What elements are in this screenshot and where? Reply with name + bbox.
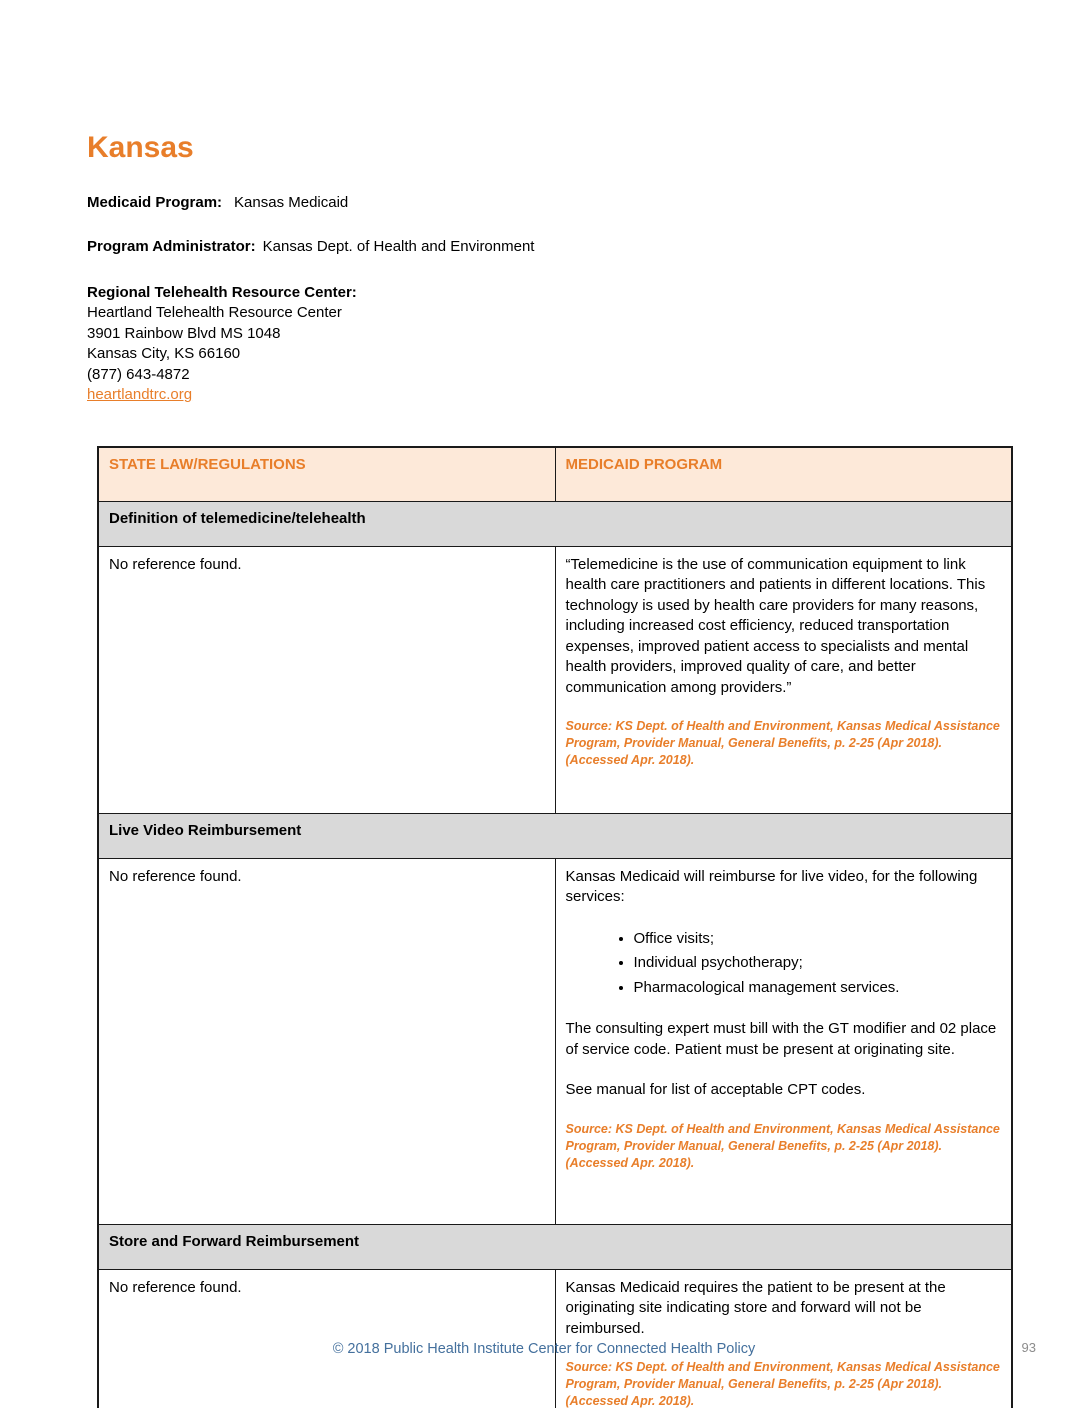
rtrc-name: Heartland Telehealth Resource Center — [87, 304, 342, 321]
list-item: • Office visits; — [634, 929, 1002, 950]
store-forward-medicaid-text: Kansas Medicaid requires the patient to be present at the originating site indicating store and forward will not be reimbursed. — [565, 1278, 946, 1337]
page-number: 93 — [1021, 1340, 1036, 1355]
store-forward-state-law-cell — [98, 1269, 555, 1408]
section-row-definition — [98, 501, 1012, 546]
definition-state-law-cell — [98, 546, 555, 813]
live-video-services-list — [566, 929, 1002, 999]
definition-medicaid-cell — [555, 546, 1012, 813]
live-video-manual-text: See manual for list of acceptable CPT codes. — [565, 1081, 866, 1098]
table-header-row — [98, 447, 1012, 502]
rtrc-phone: (877) 643-4872 — [87, 365, 190, 383]
list-item: • Individual psychotherapy; — [634, 953, 1002, 974]
section-row-store-forward — [98, 1224, 1012, 1269]
live-video-state-law-text: No reference found. — [109, 867, 242, 885]
column-header-medicaid-program: MEDICAID PROGRAM — [555, 447, 1012, 502]
medicaid-program-line — [87, 194, 1013, 213]
live-video-state-law-cell — [98, 858, 555, 1224]
column-header-state-law: STATE LAW/REGULATIONS — [98, 447, 555, 502]
section-row-live-video — [98, 813, 1012, 858]
list-item: • Pharmacological management services. — [634, 978, 1002, 999]
medicaid-program-value: Kansas Medicaid — [234, 194, 349, 211]
medicaid-program-label: Medicaid Program: — [87, 194, 223, 211]
live-video-medicaid-cell — [555, 858, 1012, 1224]
content-row-live-video — [98, 858, 1012, 1224]
store-forward-source-citation: Source: KS Dept. of Health and Environment, Kansas Medical Assistance Program, Provider Manual, General Benefits, p. 2-25 (Apr 2018). (Accessed Apr. 2018). — [565, 1360, 1000, 1408]
program-administrator-line — [87, 238, 1013, 257]
policy-table — [97, 446, 1013, 1408]
definition-medicaid-text: “Telemedicine is the use of communication equipment to link health care practitioners and patients in different locations. This technology is used by health care providers for many reasons, including increased cost efficiency, reduced transportation expenses, improved patient access to specialists and mental health providers, improved quality of care, and better communication among providers.” — [565, 555, 986, 696]
rtrc-address-line1: 3901 Rainbow Blvd MS 1048 — [87, 324, 281, 342]
section-title-store-forward: Store and Forward Reimbursement — [98, 1224, 1012, 1269]
store-forward-medicaid-cell — [555, 1269, 1012, 1408]
live-video-source-citation: Source: KS Dept. of Health and Environment, Kansas Medical Assistance Program, Provider Manual, General Benefits, p. 2-25 (Apr 2018). (Accessed Apr. 2018). — [565, 1121, 1000, 1170]
section-title-definition: Definition of telemedicine/telehealth — [98, 501, 1012, 546]
definition-state-law-text: No reference found. — [109, 555, 242, 573]
telehealth-resource-center-block — [87, 283, 1013, 406]
rtrc-address-line2: Kansas City, KS 66160 — [87, 345, 241, 362]
program-administrator-label: Program Administrator: — [87, 237, 256, 255]
footer-copyright-text: © 2018 Public Health Institute Center for Connected Health Policy — [332, 1341, 756, 1357]
content-row-store-forward — [98, 1269, 1012, 1408]
page-title: Kansas — [87, 131, 194, 164]
rtrc-website-link[interactable]: heartlandtrc.org — [87, 386, 193, 403]
live-video-billing-text: The consulting expert must bill with the GT modifier and 02 place of service code. Patient must be present at originating site. — [565, 1020, 997, 1058]
program-administrator-value: Kansas Dept. of Health and Environment — [262, 237, 535, 255]
page-footer — [0, 1340, 1088, 1358]
live-video-intro-text: Kansas Medicaid will reimburse for live video, for the following services: — [565, 867, 978, 905]
definition-source-citation: Source: KS Dept. of Health and Environment, Kansas Medical Assistance Program, Provider Manual, General Benefits, p. 2-25 (Apr 2018). (Accessed Apr. 2018). — [565, 719, 1000, 767]
store-forward-state-law-text: No reference found. — [109, 1278, 242, 1296]
section-title-live-video: Live Video Reimbursement — [98, 813, 1012, 858]
rtrc-heading: Regional Telehealth Resource Center: — [87, 283, 357, 301]
content-row-definition — [98, 546, 1012, 813]
